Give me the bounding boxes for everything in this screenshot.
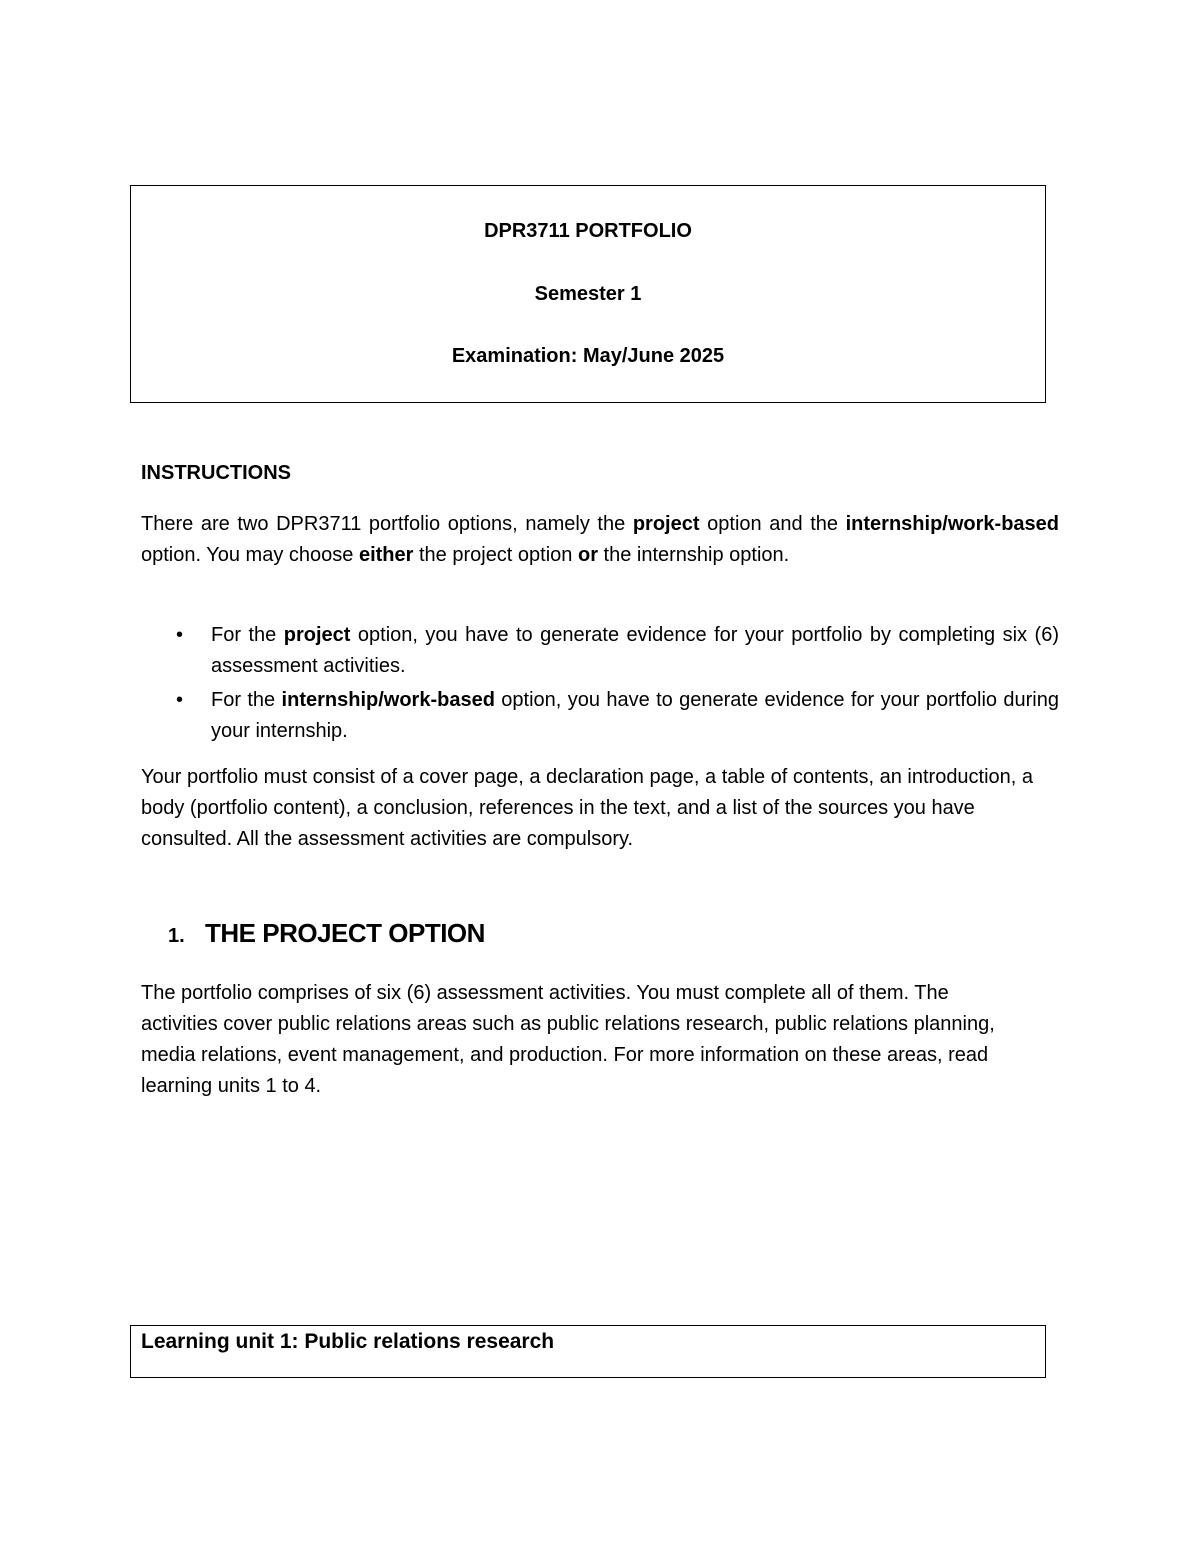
- learning-unit-box: [130, 1325, 1046, 1378]
- title-box: [130, 185, 1046, 403]
- project-emphasis: project: [632, 513, 700, 535]
- or-emphasis: or: [577, 544, 598, 566]
- section-number: 1.: [168, 925, 185, 947]
- examination-label: Examination: May/June 2025: [451, 345, 725, 367]
- section-body: The portfolio comprises of six (6) assessment activities. You must complete all of them. The activities cover public relations areas such as public relations research, public relations planning, media relations, event management, and production. For more information on these areas, read learning units 1 to 4.: [141, 982, 995, 1097]
- list-item: • For the internship/work-based option, you have to generate evidence for your portfolio during your internship.: [141, 685, 1059, 747]
- bullet-icon: •: [176, 624, 184, 646]
- internship-emphasis: internship/work-based: [845, 513, 1059, 535]
- semester-label: Semester 1: [534, 283, 642, 305]
- document-title: DPR3711 PORTFOLIO: [484, 220, 692, 242]
- either-emphasis: either: [358, 544, 414, 566]
- options-bullet-list: [141, 620, 1059, 750]
- list-item: • For the project option, you have to generate evidence for your portfolio by completing six (6) assessment activities.: [141, 620, 1059, 682]
- instructions-heading: INSTRUCTIONS: [141, 462, 291, 484]
- section-heading: [168, 918, 485, 949]
- section-title: THE PROJECT OPTION: [205, 918, 485, 948]
- bullet-icon: •: [176, 689, 184, 711]
- portfolio-requirements: Your portfolio must consist of a cover page, a declaration page, a table of contents, an introduction, a body (portfolio content), a conclusion, references in the text, and a list of the sources you have consulted. All the assessment activities are compulsory.: [141, 766, 1034, 850]
- instructions-intro: There are two DPR3711 portfolio options, namely the project option and the internship/work-based option. You may choose either the project option or the internship option.: [141, 513, 1059, 566]
- learning-unit-title: Learning unit 1: Public relations research: [141, 1330, 555, 1353]
